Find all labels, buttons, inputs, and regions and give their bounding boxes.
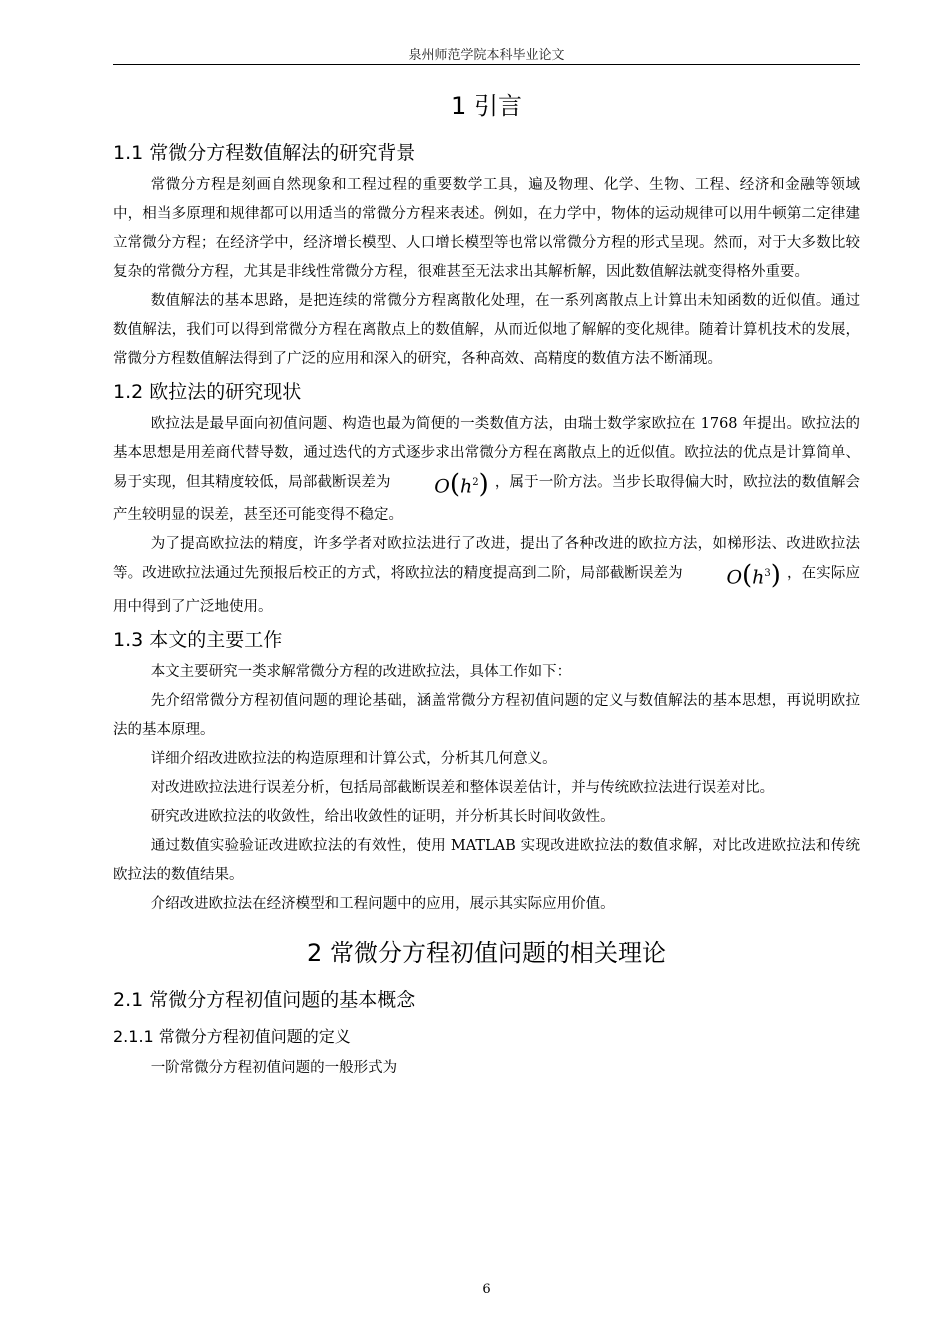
- paragraph-text: ，在实际应用中得到了广泛地使用。: [113, 565, 860, 615]
- formula-big-o-h-squared: $O(h^2)$: [434, 469, 489, 500]
- work-item: 介绍改进欧拉法在经济模型和工程问题中的应用，展示其实际应用价值。: [150, 895, 615, 912]
- work-item: 通过数值实验验证改进欧拉法的有效性，使用 MATLAB 实现改进欧拉法的数值求解，对比改进欧拉法和传统欧拉法的数值结果。: [113, 837, 860, 883]
- work-item: 详细介绍改进欧拉法的构造原理和计算公式，分析其几何意义。: [150, 750, 557, 767]
- formula-exponent: 3: [764, 568, 771, 580]
- paragraph-text: 欧拉法是最早面向初值问题、构造也最为简便的一类数值方法，由瑞士数学家欧拉在 1768 年提出。欧拉法的基本思想是用差商代替导数，通过迭代的方式逐步求出常微分方程在离散点上的近似值。欧拉法的优点是计算简单、易于实现，但其精度较低，局部截断误差为: [113, 416, 860, 491]
- section-1-1-paragraph-2: 数值解法的基本思路，是把连续的常微分方程离散化处理，在一系列离散点上计算出未知函数的近似值。通过数值解法，我们可以得到常微分方程在离散点上的数值解，从而近似地了解解的变化规律。随着计算机技术的发展，常微分方程数值解法得到了广泛的应用和深入的研究，各种高效、高精度的数值方法不断涌现。: [113, 293, 860, 367]
- section-2-1-title: 2.1 常微分方程初值问题的基本概念: [113, 988, 416, 1011]
- section-1-2-paragraph-2: [113, 530, 860, 621]
- formula-symbol-h: h: [752, 566, 765, 589]
- section-1-1-paragraph-1: 常微分方程是刻画自然现象和工程过程的重要数学工具，遍及物理、化学、生物、工程、经济和金融等领域中，相当多原理和规律都可以用适当的常微分方程来表述。例如，在力学中，物体的运动规律可以用牛顿第二定律建立常微分方程；在经济学中，经济增长模型、人口增长模型等也常以常微分方程的形式呈现。然而，对于大多数比较复杂的常微分方程，尤其是非线性常微分方程，很难甚至无法求出其解析解，因此数值解法就变得格外重要。: [113, 177, 860, 280]
- work-item: 研究改进欧拉法的收敛性，给出收敛性的证明，并分析其长时间收敛性。: [150, 808, 615, 825]
- formula-exponent: 2: [472, 477, 479, 488]
- page-number: 6: [482, 1282, 491, 1297]
- formula-symbol-o: O: [726, 566, 743, 589]
- work-item: 对改进欧拉法进行误差分析，包括局部截断误差和整体误差估计，并与传统欧拉法进行误差对比。: [150, 779, 775, 796]
- paragraph-text: 为了提高欧拉法的精度，许多学者对欧拉法进行了改进，提出了各种改进的欧拉方法，如梯形法、改进欧拉法等。改进欧拉法通过先预报后校正的方式，将欧拉法的精度提高到二阶，局部截断误差为: [113, 536, 860, 582]
- work-item: 本文主要研究一类求解常微分方程的改进欧拉法，具体工作如下：: [150, 663, 572, 680]
- chapter-1-title: 1 引言: [451, 92, 522, 120]
- section-1-2-paragraph-1: [113, 410, 860, 530]
- page-content: [113, 72, 860, 1083]
- formula-symbol-o: O: [434, 475, 450, 498]
- work-item: 先介绍常微分方程初值问题的理论基础，涵盖常微分方程初值问题的定义与数值解法的基本思想，再说明欧拉法的基本原理。: [113, 692, 860, 738]
- subsection-2-1-1-paragraph: 一阶常微分方程初值问题的一般形式为: [150, 1059, 398, 1076]
- formula-big-o-h-cubed: $O(h^3)$: [726, 560, 781, 591]
- section-1-1-title: 1.1 常微分方程数值解法的研究背景: [113, 142, 416, 164]
- header-rule: [113, 64, 860, 65]
- paragraph-text: ，属于一阶方法。当步长取得偏大时，欧拉法的数值解会产生较明显的误差，甚至还可能变得不稳定。: [113, 474, 861, 524]
- subsection-2-1-1-title: 2.1.1 常微分方程初值问题的定义: [113, 1026, 351, 1046]
- section-1-3-title: 1.3 本文的主要工作: [113, 628, 283, 651]
- chapter-2-title: 2 常微分方程初值问题的相关理论: [307, 938, 666, 967]
- running-header: 泉州师范学院本科毕业论文: [408, 48, 565, 63]
- section-1-2-title: 1.2 欧拉法的研究现状: [113, 381, 302, 403]
- formula-symbol-h: h: [460, 475, 473, 498]
